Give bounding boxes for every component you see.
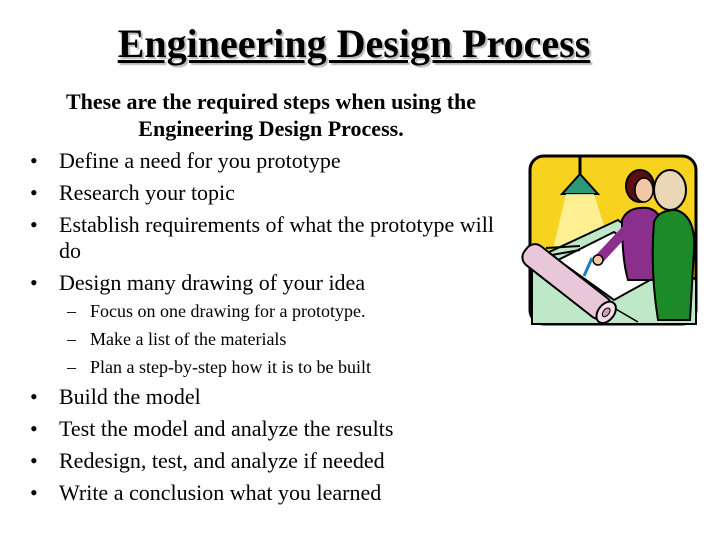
- list-item: [30, 480, 500, 506]
- step-text: Test the model and analyze the results: [59, 416, 394, 441]
- steps-list: [30, 148, 500, 302]
- bullet-icon: •: [30, 480, 38, 505]
- substep-text: Focus on one drawing for a prototype.: [90, 301, 366, 321]
- list-item: [30, 384, 500, 410]
- bullet-icon: •: [30, 212, 38, 237]
- list-item: [30, 416, 500, 442]
- step-text: Research your topic: [59, 180, 235, 205]
- bullet-icon: •: [30, 448, 38, 473]
- substep-text: Make a list of the materials: [90, 329, 287, 349]
- bullet-icon: •: [30, 416, 38, 441]
- list-item: [67, 356, 487, 378]
- list-item: [30, 448, 500, 474]
- list-item: [30, 180, 500, 206]
- step-text: Redesign, test, and analyze if needed: [59, 448, 385, 473]
- dash-icon: –: [67, 301, 76, 321]
- later-steps-list: [30, 384, 500, 512]
- step-text: Design many drawing of your idea: [59, 270, 366, 295]
- design-substeps-list: [67, 300, 487, 384]
- bullet-icon: •: [30, 384, 38, 409]
- bullet-icon: •: [30, 180, 38, 205]
- step-text: Establish requirements of what the prototype will do: [59, 212, 495, 263]
- bullet-icon: •: [30, 148, 38, 173]
- step-text: Define a need for you prototype: [59, 148, 341, 173]
- engineers-drafting-blueprint-icon: [518, 150, 700, 332]
- list-item: [67, 328, 487, 350]
- step-text: Write a conclusion what you learned: [59, 480, 382, 505]
- dash-icon: –: [67, 329, 76, 349]
- substep-text: Plan a step-by-step how it is to be built: [90, 357, 371, 377]
- intro-text: These are the required steps when using the Engineering Design Process.: [65, 89, 477, 141]
- step-text: Build the model: [59, 384, 201, 409]
- list-item: [30, 270, 500, 296]
- bullet-icon: •: [30, 270, 38, 295]
- dash-icon: –: [67, 357, 76, 377]
- list-item: [30, 212, 500, 264]
- list-item: [30, 148, 500, 174]
- list-item: [67, 300, 487, 322]
- slide-title: Engineering Design Process: [117, 21, 591, 66]
